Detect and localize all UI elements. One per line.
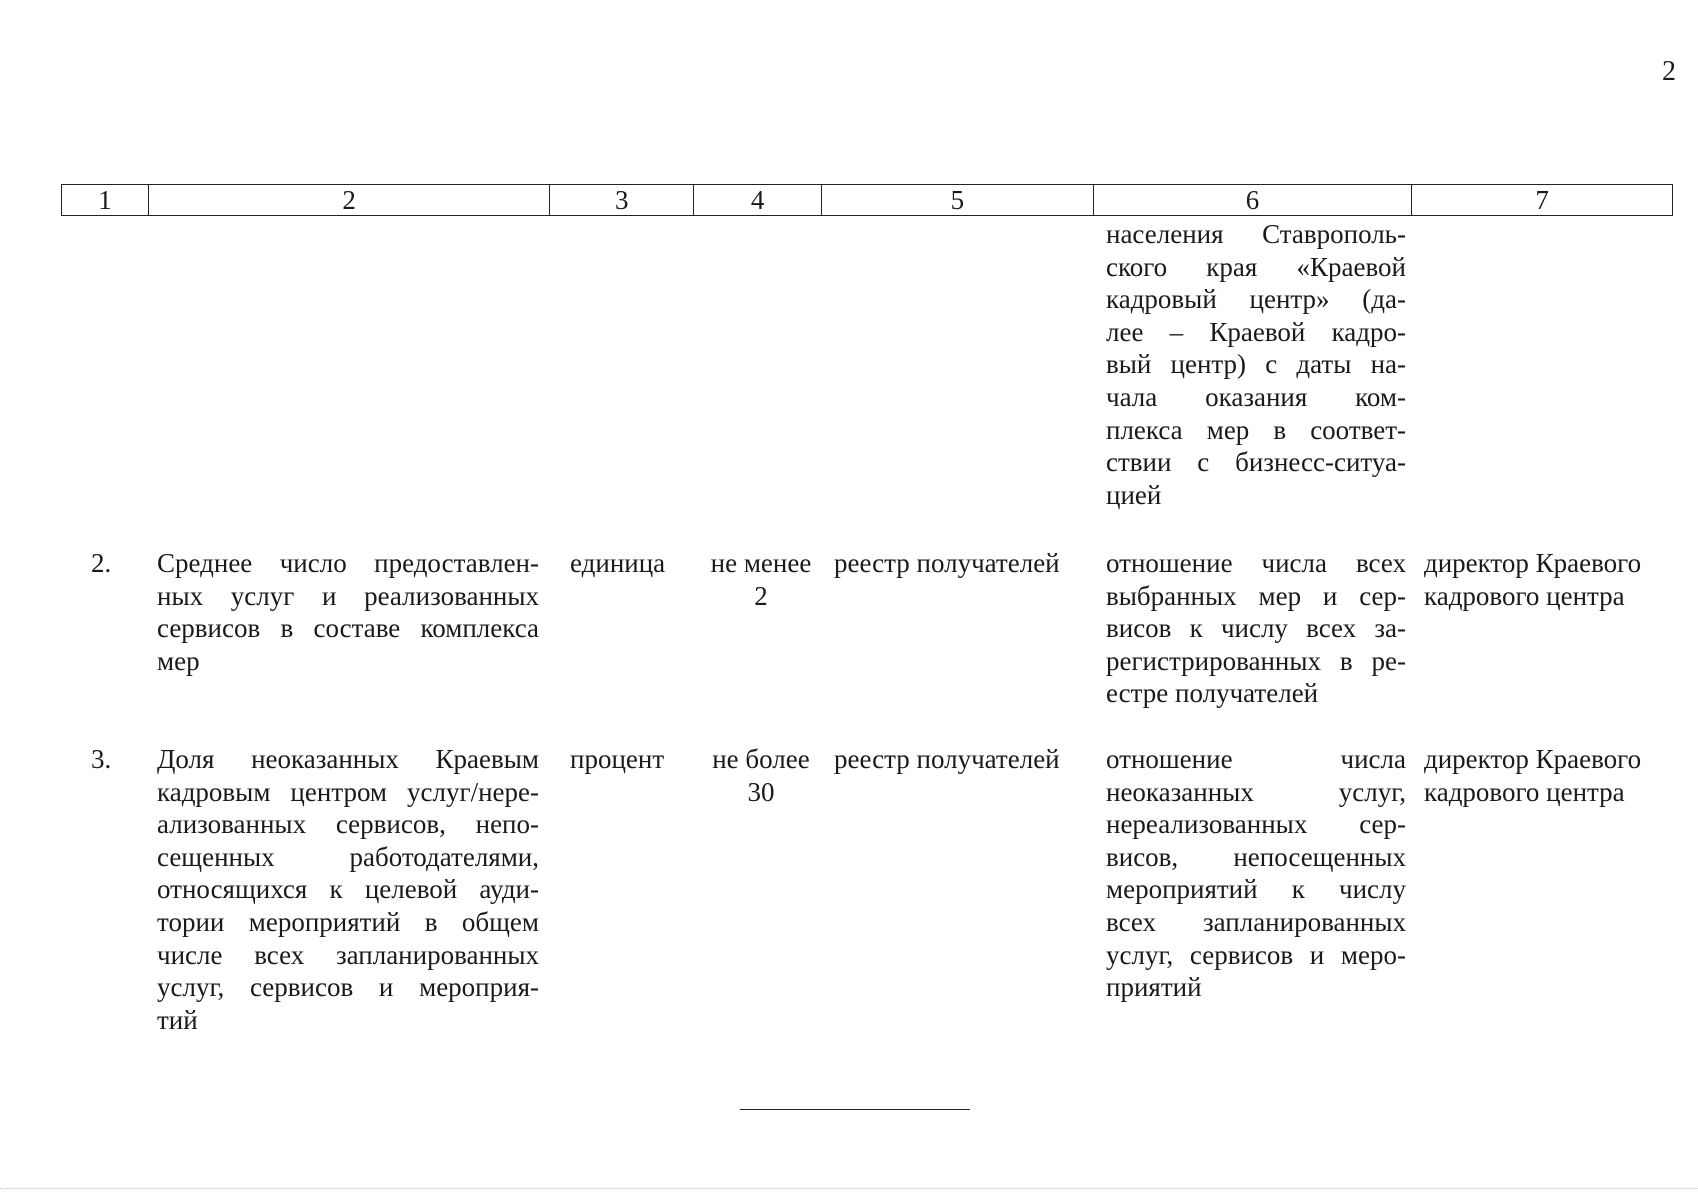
responsible-line: кадрового центра [1424, 580, 1625, 611]
row-number: 3. [91, 744, 112, 774]
target-cell [697, 547, 825, 612]
indicator-line: относящихся к целевой ауди- [157, 874, 539, 905]
method-line: населения Ставрополь- [1106, 219, 1406, 249]
header-cell-7: 7 [1535, 185, 1549, 215]
header-cell-6: 6 [1094, 185, 1413, 215]
target-line: не менее [710, 548, 812, 578]
responsible-line: директор Краевого [1424, 548, 1642, 578]
indicator-line: Среднее число предоставлен- [157, 548, 539, 578]
indicator-line: Доля неоказанных Краевым [157, 744, 539, 774]
method-line: чала оказания ком- [1106, 381, 1406, 412]
method-line: вый центр) с даты на- [1106, 349, 1406, 380]
indicator-cell [157, 743, 539, 1036]
source-cell: реестр получателей [834, 548, 1060, 578]
row-number: 2. [91, 548, 112, 578]
method-line: всех запланированных [1106, 906, 1406, 937]
target-line: 2 [754, 580, 768, 611]
method-line: приятий [1106, 972, 1202, 1003]
header-cell-2: 2 [149, 185, 551, 215]
unit-cell: процент [570, 744, 665, 774]
indicator-line: тий [157, 1004, 198, 1035]
method-line: отношение числа [1106, 744, 1406, 774]
method-line: кадровый центр» (да- [1106, 284, 1406, 315]
header-cell-3: 3 [550, 185, 694, 215]
method-line: выбранных мер и сер- [1106, 580, 1406, 611]
method-line: висов, непосещенных [1106, 841, 1406, 872]
method-line: отношение числа всех [1106, 548, 1406, 578]
responsible-cell [1424, 743, 1676, 808]
indicator-cell [157, 547, 539, 677]
indicator-line: мер [157, 645, 200, 676]
method-line: нереализованных сер- [1106, 809, 1406, 840]
responsible-cell [1424, 547, 1676, 612]
indicator-line: кадровым центром услуг/нере- [157, 776, 539, 807]
method-line: мероприятий к числу [1106, 874, 1406, 905]
header-cell-5: 5 [822, 185, 1094, 215]
responsible-line: директор Краевого [1424, 744, 1642, 774]
responsible-line: кадрового центра [1424, 776, 1625, 807]
target-line: 30 [747, 776, 775, 807]
method-line: регистрированных в ре- [1106, 645, 1406, 676]
scan-edge-line [0, 1188, 1698, 1189]
indicator-line: сещенных работодателями, [157, 841, 539, 872]
indicator-line: числе всех запланированных [157, 939, 539, 970]
header-cell-4: 4 [694, 185, 822, 215]
unit-cell: единица [570, 548, 666, 578]
method-line: плекса мер в соответ- [1106, 414, 1406, 445]
method-line: услуг, сервисов и меро- [1106, 939, 1406, 970]
indicator-line: ализованных сервисов, непо- [157, 809, 539, 840]
target-cell [697, 743, 825, 808]
table-header [61, 184, 1673, 216]
source-cell: реестр получателей [834, 744, 1060, 774]
target-line: не более [712, 744, 810, 774]
method-line: цией [1106, 479, 1162, 510]
indicator-line: услуг, сервисов и мероприя- [157, 972, 539, 1003]
end-separator-line [740, 1109, 970, 1110]
method-line: ского края «Краевой [1106, 251, 1406, 282]
method-cell [1106, 547, 1406, 710]
method-cell [1106, 743, 1406, 1004]
indicator-line: ных услуг и реализованных [157, 580, 539, 611]
indicator-line: сервисов в составе комплекса [157, 613, 539, 644]
continuation-method-cell [1106, 218, 1406, 511]
method-line: висов к числу всех за- [1106, 613, 1406, 644]
method-line: неоказанных услуг, [1106, 776, 1406, 807]
method-line: естре получателей [1106, 678, 1319, 709]
method-line: лее – Краевой кадро- [1106, 316, 1406, 347]
indicator-line: тории мероприятий в общем [157, 906, 539, 937]
page-number: 2 [1662, 56, 1676, 87]
method-line: ствии с бизнесс-ситуа- [1106, 447, 1406, 478]
header-cell-1: 1 [62, 185, 149, 215]
